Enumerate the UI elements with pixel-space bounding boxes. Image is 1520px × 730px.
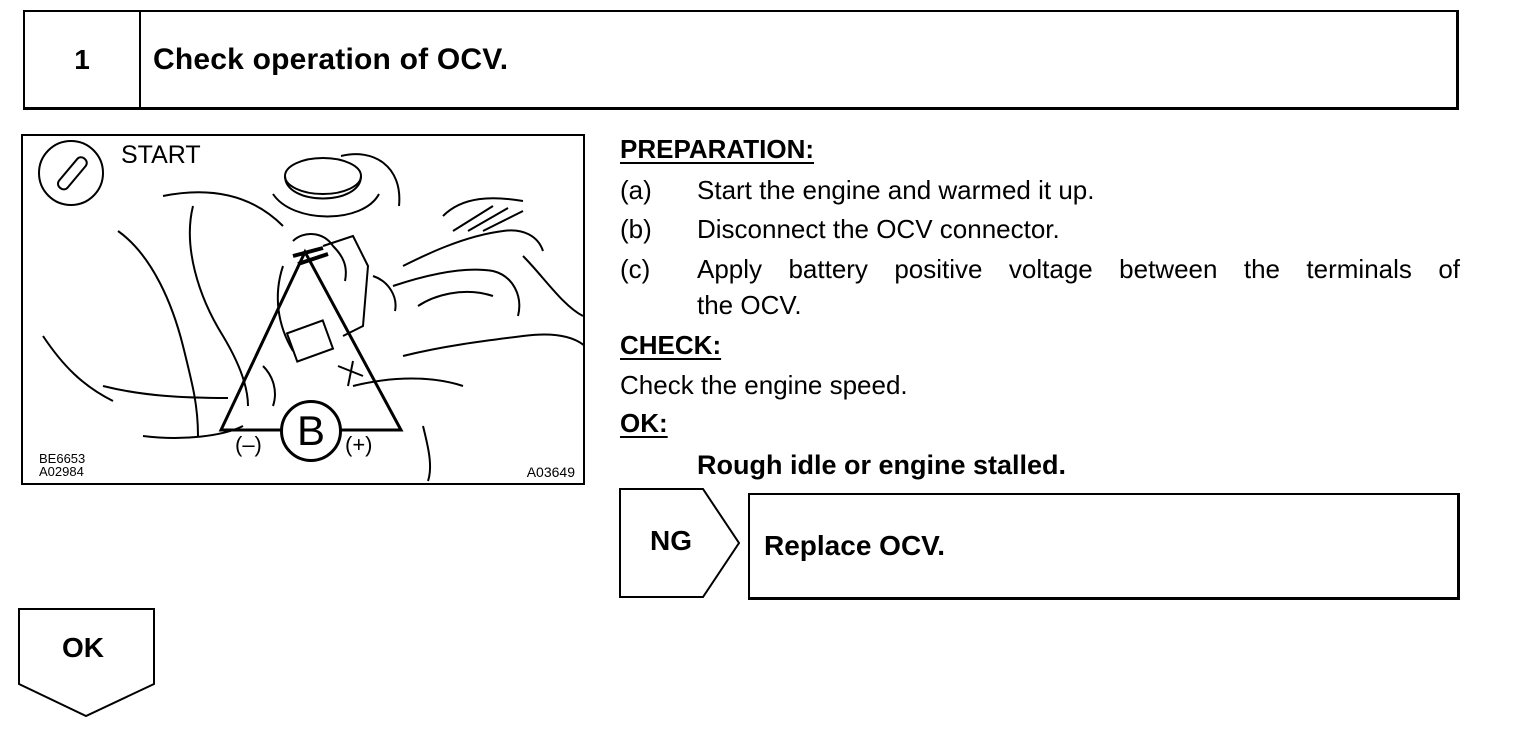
step-header: [23, 10, 1459, 110]
plus-terminal-label: (+): [345, 432, 373, 457]
ok-flow-label: OK: [62, 632, 104, 663]
prep-item-c-text-line2: the OCV.: [697, 290, 802, 320]
prep-item-c-label: (c): [620, 254, 651, 284]
prep-item-b-text: Disconnect the OCV connector.: [697, 214, 1060, 244]
preparation-heading: PREPARATION:: [620, 134, 815, 164]
figure-code-3: A03649: [526, 464, 575, 480]
start-label: START: [121, 141, 201, 169]
ok-arrow-shape: [18, 608, 158, 720]
ng-action-text: Replace OCV.: [764, 530, 946, 561]
check-text: Check the engine speed.: [620, 370, 908, 400]
connector-letter: B: [280, 400, 342, 462]
step-title: Check operation of OCV.: [153, 42, 509, 76]
start-engine-icon: [39, 141, 103, 205]
ng-action-box: [748, 493, 1460, 600]
ok-heading: OK:: [620, 408, 668, 438]
ok-result: Rough idle or engine stalled.: [697, 450, 1067, 480]
ng-label: NG: [650, 525, 692, 556]
minus-terminal-label: (–): [235, 432, 262, 457]
check-heading: CHECK:: [620, 330, 722, 360]
prep-item-a-text: Start the engine and warmed it up.: [697, 175, 1095, 205]
step-number: 1: [25, 12, 141, 107]
figure-code-2: A02984: [39, 464, 84, 479]
prep-item-a-label: (a): [620, 175, 652, 205]
figure-code-1: BE6653: [39, 451, 86, 466]
prep-item-b-label: (b): [620, 214, 652, 244]
prep-item-c-text-line1: Apply battery positive voltage between the terminals of: [697, 254, 1460, 284]
engine-illustration: [21, 134, 585, 485]
